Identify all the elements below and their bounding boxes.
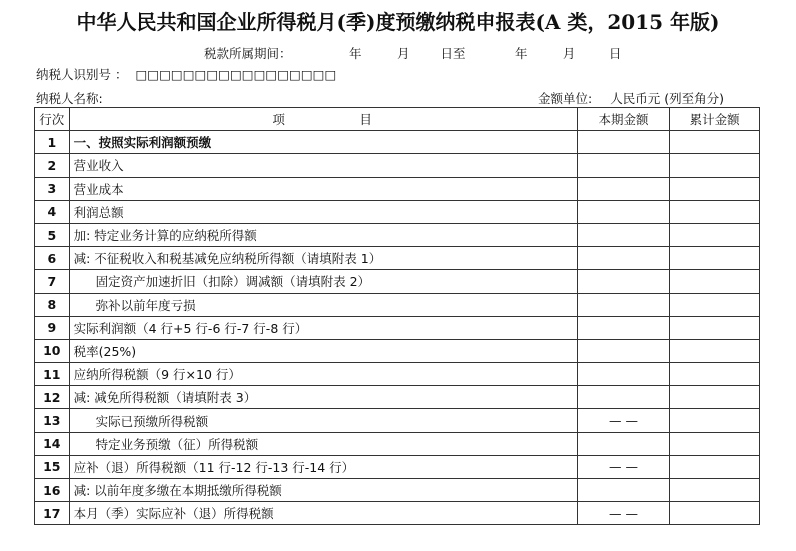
period-start-month-label: 月 bbox=[396, 46, 410, 61]
row-current-amount[interactable] bbox=[577, 432, 670, 455]
row-item: 实际已预缴所得税额 bbox=[69, 409, 577, 432]
row-item: 一、按照实际利润额预缴 bbox=[69, 131, 577, 154]
row-line-no: 7 bbox=[35, 270, 70, 293]
row-cumulative-amount[interactable] bbox=[670, 223, 760, 246]
row-cumulative-amount[interactable] bbox=[670, 131, 760, 154]
table-row bbox=[35, 131, 760, 154]
amount-unit-label: 金额单位: bbox=[538, 91, 593, 106]
header-line-no: 行次 bbox=[35, 108, 70, 131]
row-line-no: 3 bbox=[35, 177, 70, 200]
row-cumulative-amount[interactable] bbox=[670, 247, 760, 270]
row-current-amount[interactable] bbox=[577, 131, 670, 154]
row-cumulative-amount[interactable] bbox=[670, 479, 760, 502]
row-cumulative-amount[interactable] bbox=[670, 502, 760, 525]
row-item: 减: 以前年度多缴在本期抵缴所得税额 bbox=[69, 479, 577, 502]
row-current-amount[interactable] bbox=[577, 200, 670, 223]
table-row bbox=[35, 455, 760, 478]
row-line-no: 12 bbox=[35, 386, 70, 409]
row-line-no: 14 bbox=[35, 432, 70, 455]
row-cumulative-amount[interactable] bbox=[670, 339, 760, 362]
row-line-no: 9 bbox=[35, 316, 70, 339]
row-line-no: 5 bbox=[35, 223, 70, 246]
header-current-amount: 本期金额 bbox=[577, 108, 670, 131]
row-line-no: 11 bbox=[35, 363, 70, 386]
row-line-no: 17 bbox=[35, 502, 70, 525]
row-cumulative-amount[interactable] bbox=[670, 177, 760, 200]
row-cumulative-amount[interactable] bbox=[670, 432, 760, 455]
row-item: 营业成本 bbox=[69, 177, 577, 200]
table-row bbox=[35, 293, 760, 316]
row-current-amount[interactable] bbox=[577, 316, 670, 339]
row-item: 固定资产加速折旧（扣除）调减额（请填附表 2） bbox=[69, 270, 577, 293]
tax-period-line bbox=[204, 44, 621, 62]
period-start-day-label: 日至 bbox=[440, 46, 466, 61]
row-item: 弥补以前年度亏损 bbox=[69, 293, 577, 316]
row-item: 特定业务预缴（征）所得税额 bbox=[69, 432, 577, 455]
period-start-year-label: 年 bbox=[348, 46, 362, 61]
row-line-no: 16 bbox=[35, 479, 70, 502]
tax-period-label: 税款所属期间： bbox=[204, 46, 292, 61]
row-current-amount[interactable] bbox=[577, 270, 670, 293]
row-current-amount[interactable] bbox=[577, 339, 670, 362]
amount-unit-line bbox=[538, 89, 724, 107]
row-cumulative-amount[interactable] bbox=[670, 409, 760, 432]
row-current-amount[interactable] bbox=[577, 293, 670, 316]
table-row bbox=[35, 316, 760, 339]
table-row bbox=[35, 200, 760, 223]
row-item: 税率(25%) bbox=[69, 339, 577, 362]
table-body bbox=[35, 131, 760, 525]
row-line-no: 1 bbox=[35, 131, 70, 154]
table-row bbox=[35, 154, 760, 177]
tax-declaration-table bbox=[34, 107, 760, 525]
row-line-no: 8 bbox=[35, 293, 70, 316]
taxpayer-name-label: 纳税人名称: bbox=[36, 91, 103, 106]
table-header-row bbox=[35, 108, 760, 131]
row-current-amount[interactable] bbox=[577, 363, 670, 386]
row-cumulative-amount[interactable] bbox=[670, 455, 760, 478]
row-cumulative-amount[interactable] bbox=[670, 270, 760, 293]
row-item: 应补（退）所得税额（11 行-12 行-13 行-14 行） bbox=[69, 455, 577, 478]
row-current-amount[interactable]: — — bbox=[577, 502, 670, 525]
row-line-no: 6 bbox=[35, 247, 70, 270]
row-current-amount[interactable] bbox=[577, 223, 670, 246]
row-item: 减: 不征税收入和税基减免应纳税所得额（请填附表 1） bbox=[69, 247, 577, 270]
row-item: 加: 特定业务计算的应纳税所得额 bbox=[69, 223, 577, 246]
taxpayer-id-line bbox=[36, 65, 336, 83]
row-cumulative-amount[interactable] bbox=[670, 316, 760, 339]
row-line-no: 15 bbox=[35, 455, 70, 478]
row-current-amount[interactable] bbox=[577, 177, 670, 200]
table-row bbox=[35, 270, 760, 293]
row-current-amount[interactable]: — — bbox=[577, 409, 670, 432]
header-item-text: 项 目 bbox=[272, 112, 374, 128]
row-current-amount[interactable] bbox=[577, 154, 670, 177]
table-row bbox=[35, 339, 760, 362]
period-end-year-label: 年 bbox=[514, 46, 528, 61]
table-row bbox=[35, 363, 760, 386]
table-row bbox=[35, 386, 760, 409]
row-item: 利润总额 bbox=[69, 200, 577, 223]
table-row bbox=[35, 502, 760, 525]
taxpayer-id-boxes[interactable]: □□□□□□□□□□□□□□□□□ bbox=[135, 67, 337, 82]
taxpayer-id-label: 纳税人识别号 ： bbox=[36, 67, 128, 82]
row-cumulative-amount[interactable] bbox=[670, 363, 760, 386]
amount-unit-value: 人民币元 (列至角分) bbox=[610, 91, 724, 106]
table-row bbox=[35, 247, 760, 270]
table-row bbox=[35, 223, 760, 246]
form-title: 中华人民共和国企业所得税月(季)度预缴纳税申报表(A 类，2015 年版) bbox=[76, 10, 720, 34]
row-current-amount[interactable] bbox=[577, 386, 670, 409]
table-row bbox=[35, 479, 760, 502]
row-cumulative-amount[interactable] bbox=[670, 200, 760, 223]
row-item: 营业收入 bbox=[69, 154, 577, 177]
taxpayer-name-line bbox=[36, 89, 103, 107]
row-line-no: 2 bbox=[35, 154, 70, 177]
header-item bbox=[69, 108, 577, 131]
row-item: 实际利润额（4 行+5 行-6 行-7 行-8 行） bbox=[69, 316, 577, 339]
row-current-amount[interactable] bbox=[577, 479, 670, 502]
header-cumulative-amount: 累计金额 bbox=[670, 108, 760, 131]
row-current-amount[interactable]: — — bbox=[577, 455, 670, 478]
row-cumulative-amount[interactable] bbox=[670, 386, 760, 409]
table-row bbox=[35, 432, 760, 455]
row-current-amount[interactable] bbox=[577, 247, 670, 270]
row-line-no: 4 bbox=[35, 200, 70, 223]
row-line-no: 13 bbox=[35, 409, 70, 432]
row-line-no: 10 bbox=[35, 339, 70, 362]
row-item: 本月（季）实际应补（退）所得税额 bbox=[69, 502, 577, 525]
row-item: 应纳所得税额（9 行×10 行） bbox=[69, 363, 577, 386]
row-item: 减: 减免所得税额（请填附表 3） bbox=[69, 386, 577, 409]
row-cumulative-amount[interactable] bbox=[670, 154, 760, 177]
table-row bbox=[35, 409, 760, 432]
period-end-month-label: 月 bbox=[562, 46, 576, 61]
row-cumulative-amount[interactable] bbox=[670, 293, 760, 316]
period-end-day-label: 日 bbox=[608, 46, 622, 61]
table-row bbox=[35, 177, 760, 200]
